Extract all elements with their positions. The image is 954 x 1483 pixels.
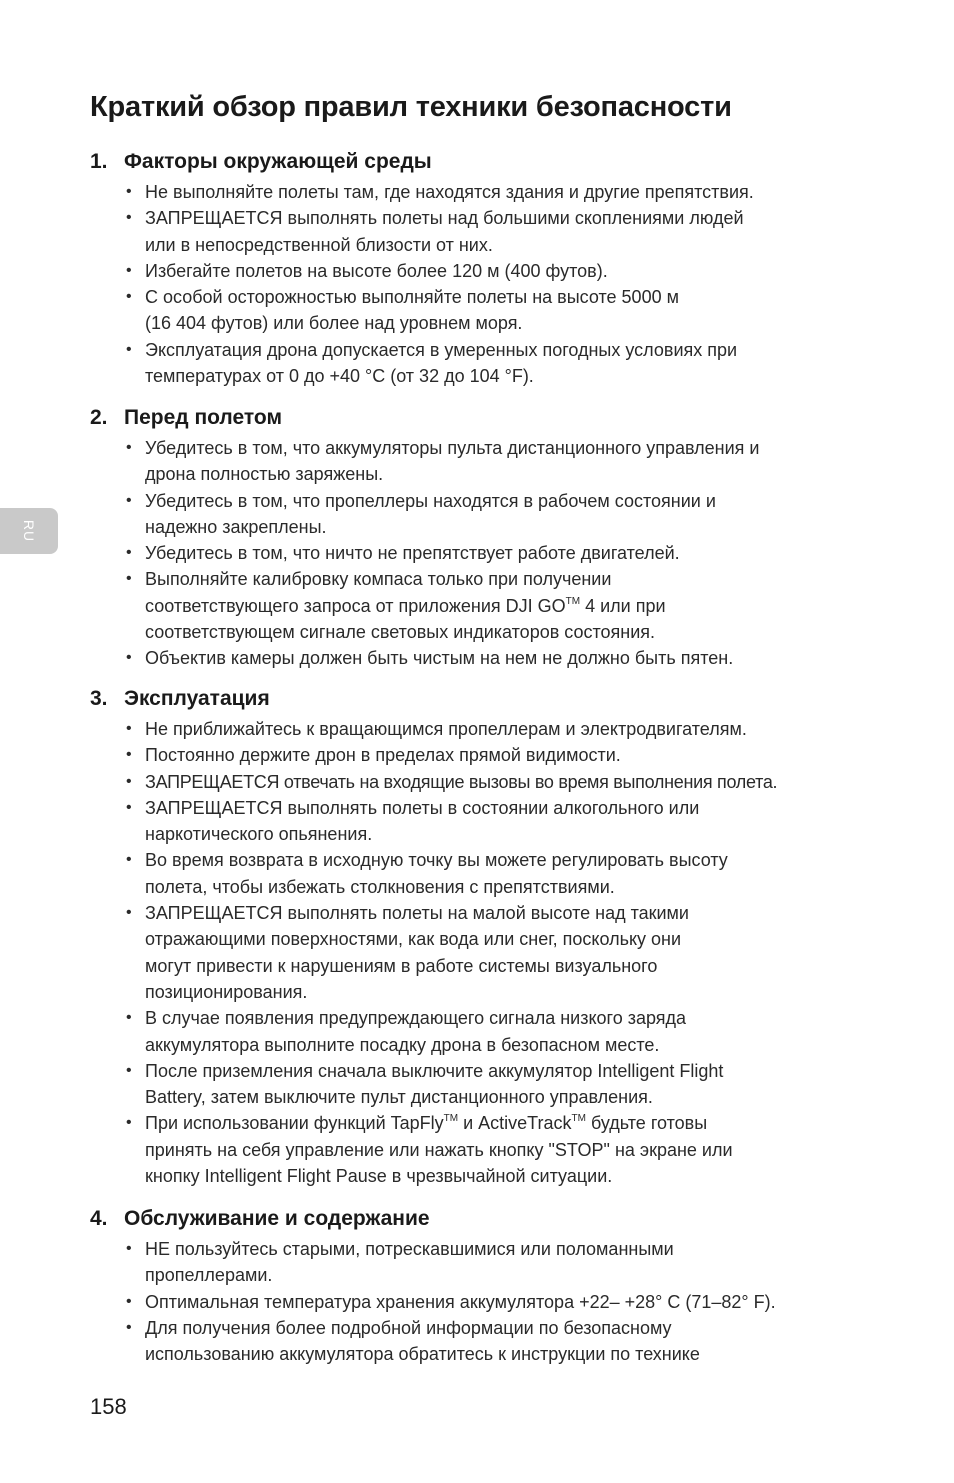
- bullet-icon: •: [126, 570, 132, 588]
- bullet-list: [90, 716, 850, 1189]
- bullet-icon: •: [126, 1318, 132, 1336]
- section-number: 2.: [90, 406, 108, 429]
- section-title: Эксплуатация: [124, 687, 270, 710]
- list-item: • Эксплуатация дрона допускается в умеренных погодных условиях при температурах от 0 до +40 °C (от 32 до 104 °F).: [90, 337, 850, 390]
- list-item: • Убедитесь в том, что ничто не препятствует работе двигателей.: [90, 540, 850, 566]
- section-operation: [90, 684, 850, 1189]
- bullet-icon: •: [126, 1114, 132, 1132]
- list-item: • Во время возврата в исходную точку вы можете регулировать высоту полета, чтобы избежать столкновения с препятствиями.: [90, 847, 850, 900]
- list-item: • Оптимальная температура хранения аккумулятора +22– +28° C (71–82° F).: [90, 1289, 850, 1315]
- list-item: • Выполняйте калибровку компаса только при получении соответствующего запроса от приложения DJI GO™ 4 или при соответствующем сигнале световых индикаторов состояния.: [90, 566, 850, 645]
- list-item: • В случае появления предупреждающего сигнала низкого заряда аккумулятора выполните посадку дрона в безопасном месте.: [90, 1005, 850, 1058]
- bullet-icon: •: [126, 1061, 132, 1079]
- list-item: • Убедитесь в том, что пропеллеры находятся в рабочем состоянии и надежно закреплены.: [90, 488, 850, 541]
- list-item: • Постоянно держите дрон в пределах прямой видимости.: [90, 742, 850, 768]
- page-number: 158: [90, 1394, 127, 1419]
- list-item: • ЗАПРЕЩАЕТСЯ отвечать на входящие вызовы во время выполнения полета.: [90, 769, 850, 795]
- section-heading: [90, 1204, 850, 1234]
- list-item: • При использовании функций TapFly™ и ActiveTrack™ будьте готовы принять на себя управление или нажать кнопку "STOP" на экране или кнопку Intelligent Flight Pause в чрезвычайной ситуации.: [90, 1110, 850, 1189]
- section-number: 4.: [90, 1207, 108, 1230]
- section-title: Перед полетом: [124, 406, 282, 429]
- section-maintenance: [90, 1204, 850, 1367]
- bullet-icon: •: [126, 851, 132, 869]
- section-number: 3.: [90, 687, 108, 710]
- list-item: • После приземления сначала выключите аккумулятор Intelligent Flight Battery, затем выключите пульт дистанционного управления.: [90, 1058, 850, 1111]
- bullet-icon: •: [126, 649, 132, 667]
- list-item: • ЗАПРЕЩАЕТСЯ выполнять полеты на малой высоте над такими отражающими поверхностями, как вода или снег, поскольку они могут привести к нарушениям в работе системы визуального позиционирования.: [90, 900, 850, 1005]
- list-item: • Объектив камеры должен быть чистым на нем не должно быть пятен.: [90, 645, 850, 671]
- bullet-icon: •: [126, 261, 132, 279]
- bullet-icon: •: [126, 772, 132, 790]
- bullet-icon: •: [126, 209, 132, 227]
- language-tab: [0, 508, 58, 554]
- bullet-icon: •: [126, 288, 132, 306]
- section-title: Факторы окружающей среды: [124, 150, 432, 173]
- bullet-icon: •: [126, 720, 132, 737]
- trademark-sup: TM: [565, 595, 581, 607]
- bullet-icon: •: [126, 340, 132, 358]
- bullet-icon: •: [126, 798, 132, 816]
- bullet-icon: •: [126, 491, 132, 509]
- section-heading: [90, 403, 850, 433]
- bullet-icon: •: [126, 439, 132, 456]
- language-tab-label: RU: [21, 519, 37, 543]
- bullet-icon: •: [126, 1240, 132, 1257]
- list-item: • Для получения более подробной информации по безопасному использованию аккумулятора обратитесь к инструкции по технике: [90, 1315, 850, 1368]
- bullet-list: [90, 1236, 850, 1367]
- list-item: • ЗАПРЕЩАЕТСЯ выполнять полеты в состоянии алкогольного или наркотического опьянения.: [90, 795, 850, 848]
- bullet-icon: •: [126, 544, 132, 562]
- list-item: • Избегайте полетов на высоте более 120 м (400 футов).: [90, 258, 850, 284]
- bullet-icon: •: [126, 183, 132, 200]
- section-title: Обслуживание и содержание: [124, 1207, 430, 1230]
- section-number: 1.: [90, 150, 108, 173]
- trademark-sup: TM: [571, 1113, 586, 1125]
- bullet-list: [90, 179, 850, 389]
- bullet-icon: •: [126, 904, 132, 922]
- list-item: • Не выполняйте полеты там, где находятся здания и другие препятствия.: [90, 179, 850, 205]
- trademark-sup: TM: [443, 1113, 459, 1125]
- page-title: Краткий обзор правил техники безопасности: [90, 91, 732, 123]
- list-item: • НЕ пользуйтесь старыми, потрескавшимися или поломанными пропеллерами.: [90, 1236, 850, 1289]
- list-item: • Убедитесь в том, что аккумуляторы пульта дистанционного управления и дрона полностью заряжены.: [90, 435, 850, 488]
- list-item: • Не приближайтесь к вращающимся пропеллерам и электродвигателям.: [90, 716, 850, 742]
- section-before-flight: [90, 403, 850, 672]
- bullet-icon: •: [126, 1292, 132, 1310]
- section-heading: [90, 684, 850, 714]
- section-environment: [90, 147, 850, 389]
- list-item: • ЗАПРЕЩАЕТСЯ выполнять полеты над большими скоплениями людей или в непосредственной близости от них.: [90, 205, 850, 258]
- bullet-icon: •: [126, 1009, 132, 1027]
- section-heading: [90, 147, 850, 177]
- bullet-icon: •: [126, 746, 132, 764]
- list-item: • С особой осторожностью выполняйте полеты на высоте 5000 м (16 404 футов) или более над уровнем моря.: [90, 284, 850, 337]
- bullet-list: [90, 435, 850, 672]
